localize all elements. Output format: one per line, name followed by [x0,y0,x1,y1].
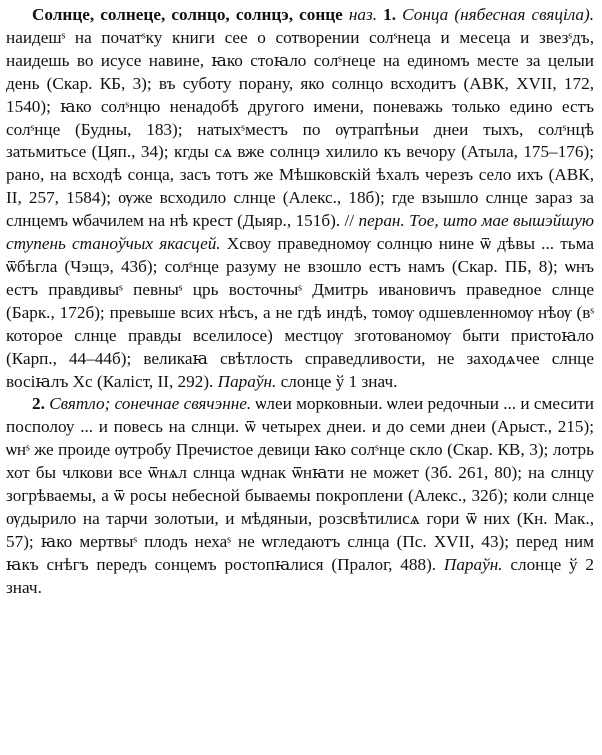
sense-1-figurative-gloss: перан. Тое, што мае вышэйшую ступень станоўчых якасцей. [6,211,595,254]
sense-1-paragraph [6,4,594,393]
sense-2-citations: ѡлеи морковныи. ѡлеи редочныи ... и смесити посполоу ... и повесь на слнци. ѿ четырех днеи. и до семи днеи (Арыст., 215); ѡнˢ же проиде ѹтробу Пречистое девици ꙗко солˢнце скло (Скар. КВ, 3); лотрь хот бы члкови все ѿнѧл слнца ѡднак ѿнꙗти не может (Зб. 261, 80); на слнцу зогрѣваемы, а ѿ росы небесной бываемы покроплени (Алекс., 32б); коли слнце ѹдырило на тарчи золотыи, и мѣдяныи, розсвѣтилисѧ гори ѿ них (Кн. Мак., 57); ꙗко мертвыˢ плодъ нехаˢ не ѡгледаютъ слнца (Пс. XVII, 43); перед ним ꙗкъ снѣгъ передъ сонцемъ ростопꙗлися (Пралог, 488). [6,394,594,574]
sense-1-citations: наидешˢ на початˢку книги сее о сотворении солˢнеца и месеца и звезˢдъ, наидешь во исусе навине, ꙗко стоꙗло солˢнеце на единомъ месте за целыи день (Скар. КБ, 3); въ суботу порану, яко солнцо всходитъ (АВК, XVII, 172, 1540); ꙗко солˢнцю ненадобѣ другого имени, поневажь только едино естъ солˢнце (Будны, 183); натыхˢместъ по ѹтрапѣньи днеи тыхъ, солˢнцѣ затьмитьсе (Цяп., 34); кгды сѧ вже солнцэ хилило къ вечору (Атыла, 175–176); рано, на всходѣ сонца, засъ тотъ же Мѣшковскій ѣхалъ черезъ село ихъ (АВК, II, 257, 1584); ѹже всходило слнце (Алекс., 18б); где взышло слнце зараз за слнцемъ ѡбачилем на нѣ крест (Дыяр., 151б). // [6,27,594,231]
sense-2-paragraph [6,393,594,599]
part-of-speech: наз. [348,5,378,24]
sense-2-compare-ref: слонце ў 2 знач. [6,554,595,597]
sense-1-gloss: Сонца (нябесная свяціла). [402,5,595,24]
sense-1-compare-ref: слонце ў 1 знач. [280,371,398,391]
sense-2-number: 2. [32,394,45,414]
sense-2-gloss: Святло; сонечнае свячэнне. [49,394,252,414]
dictionary-entry [6,4,594,600]
sense-2-compare-label: Параўн. [443,554,503,574]
sense-1-figurative-citations: Хсвоу праведномѹ солнцю нине ѿ дѣвы ... тьма ѿбѣгла (Чэщэ, 43б); солˢнце разуму не взошло естъ намъ (Скар. ПБ, 8); ѡнъ естъ правдивыˢ певныˢ црь восточныˢ Дмитрь ивановичъ праведное слнце (Барк., 172б); превыше всих нѣсъ, а не гдѣ индѣ, томѹ одшевленномѹ нѣѹ (вˢ которое слнце правды вселилосе) местцѹ зготованомѹ быти пристоꙗло (Карп., 44–44б); великаꙗ свѣтлость справедливости, не заходѧчее слнце восіꙗлъ Хс (Каліст, II, 292). [6,234,594,391]
sense-1-compare-label: Параўн. [217,371,277,391]
headword: Солнце, солнеце, солнцо, солнцэ, сонце [32,5,343,24]
sense-1-number: 1. [383,5,397,24]
